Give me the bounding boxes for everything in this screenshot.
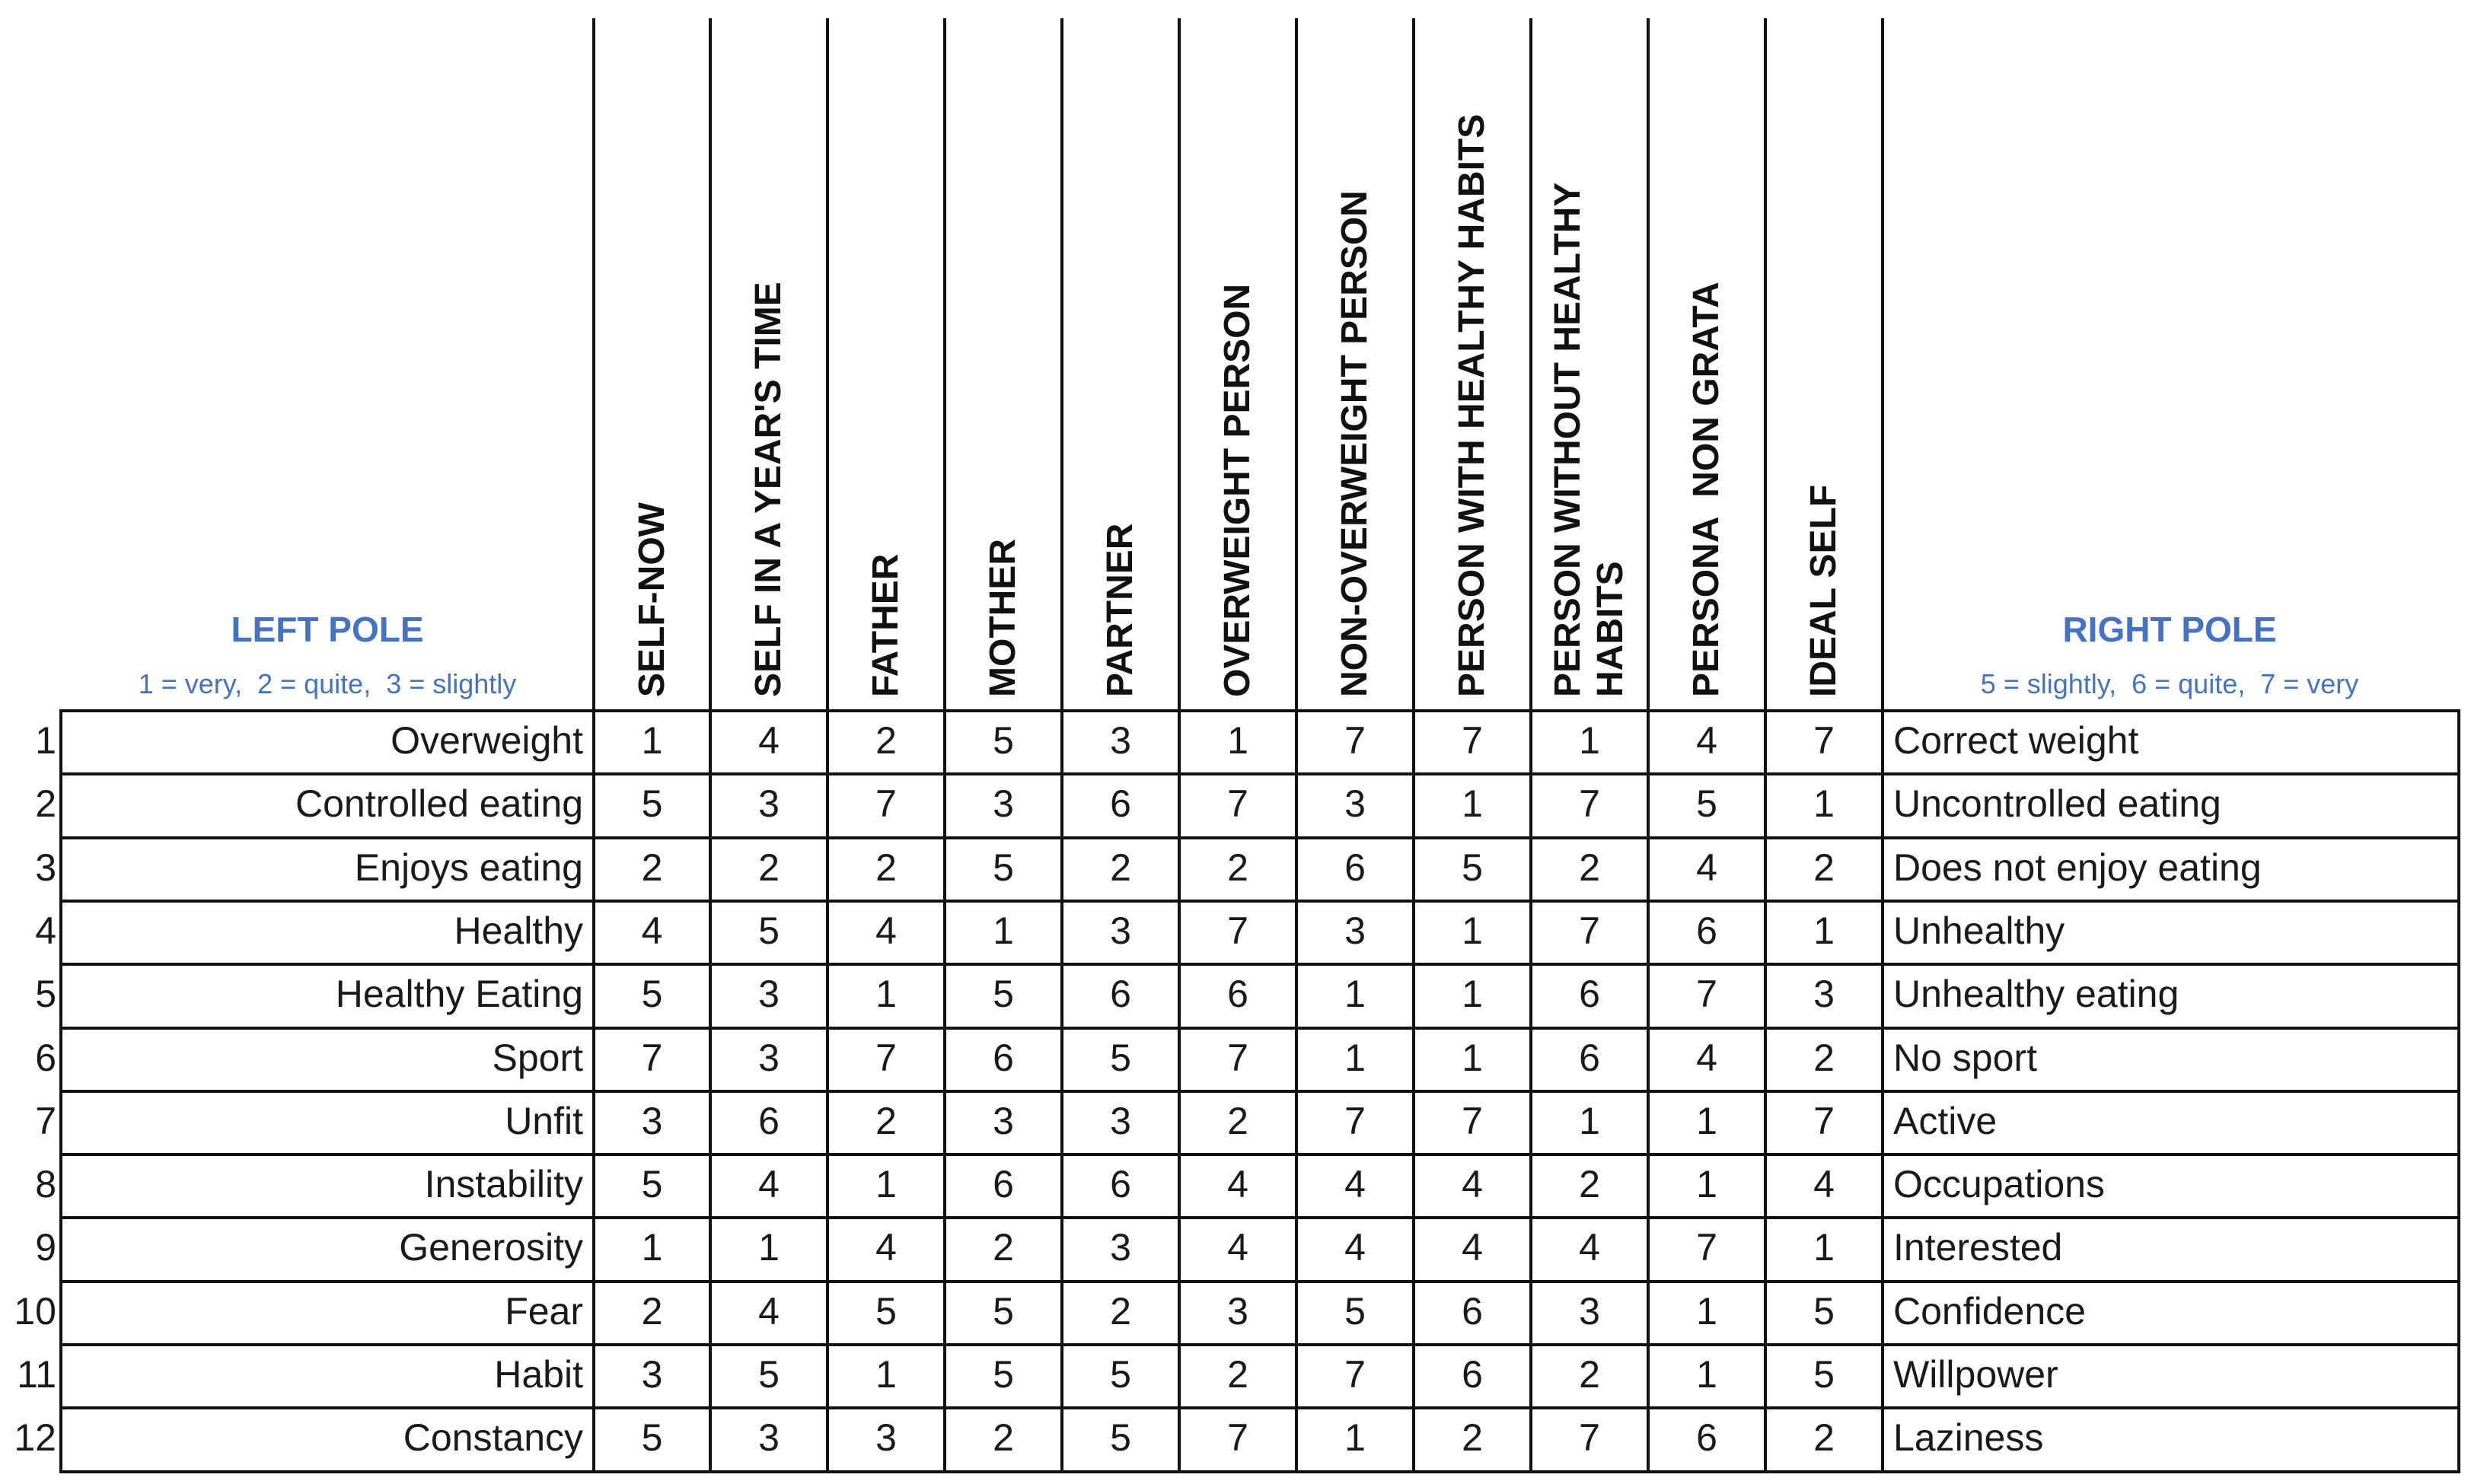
rating-cell: 5 (641, 1163, 663, 1206)
left-pole-construct: Sport (492, 1036, 583, 1079)
left-pole-construct: Constancy (403, 1416, 583, 1460)
rating-cell: 3 (1110, 1099, 1131, 1142)
rating-cell: 3 (993, 1099, 1014, 1142)
right-pole-construct: Laziness (1893, 1416, 2044, 1460)
rating-cell: 7 (1579, 1416, 1600, 1460)
rating-cell: 3 (758, 1416, 780, 1460)
left-pole-construct: Controlled eating (295, 782, 583, 826)
right-pole-title: RIGHT POLE (2062, 610, 2277, 649)
rating-cell: 7 (1462, 719, 1483, 762)
left-pole-construct: Enjoys eating (354, 845, 583, 889)
rating-cell: 4 (1227, 1226, 1248, 1269)
rating-cell: 1 (1462, 1036, 1483, 1079)
rating-cell: 5 (1813, 1289, 1835, 1333)
rating-cell: 1 (1813, 909, 1835, 952)
rating-cell: 6 (1227, 973, 1248, 1016)
rating-cell: 3 (1110, 1226, 1131, 1269)
rating-cell: 7 (1344, 1353, 1366, 1396)
rating-cell: 5 (641, 1416, 663, 1460)
row-number: 11 (17, 1353, 56, 1396)
left-pole-construct: Healthy Eating (335, 973, 583, 1016)
rating-cell: 2 (1579, 1353, 1600, 1396)
right-pole-construct: Interested (1893, 1226, 2063, 1269)
rating-cell: 1 (1813, 782, 1835, 826)
row-number: 10 (14, 1289, 56, 1333)
rating-cell: 5 (641, 973, 663, 1016)
rating-cell: 4 (1579, 1226, 1600, 1269)
left-pole-construct: Generosity (399, 1226, 583, 1269)
rating-cell: 6 (1344, 845, 1366, 889)
row-divider (61, 1216, 2459, 1219)
column-header (710, 18, 827, 708)
rating-cell: 1 (1462, 782, 1483, 826)
rating-cell: 2 (1813, 1036, 1835, 1079)
column-header-label: PERSONA NON GRATA (1686, 282, 1727, 697)
rating-cell: 1 (1462, 909, 1483, 952)
rating-cell: 3 (1110, 719, 1131, 762)
row-number: 5 (35, 973, 56, 1016)
rating-cell: 7 (641, 1036, 663, 1079)
row-number: 12 (14, 1416, 56, 1460)
row-divider (61, 1280, 2459, 1283)
rating-cell: 4 (875, 1226, 897, 1269)
rating-cell: 6 (1110, 973, 1131, 1016)
row-divider (61, 1406, 2459, 1409)
rating-cell: 4 (1462, 1226, 1483, 1269)
rating-cell: 1 (1344, 1416, 1366, 1460)
rating-cell: 5 (758, 1353, 780, 1396)
rating-cell: 1 (1813, 1226, 1835, 1269)
rating-cell: 5 (993, 845, 1014, 889)
right-pole-construct: Uncontrolled eating (1893, 782, 2221, 826)
rating-cell: 1 (875, 1353, 897, 1396)
rating-cell: 7 (1462, 1099, 1483, 1142)
rating-cell: 6 (1696, 909, 1717, 952)
row-number: 7 (35, 1099, 56, 1142)
row-divider (61, 1470, 2459, 1473)
column-header (1296, 18, 1414, 708)
rating-cell: 4 (758, 719, 780, 762)
rating-cell: 6 (1462, 1289, 1483, 1333)
rating-cell: 6 (758, 1099, 780, 1142)
row-divider (61, 1027, 2459, 1030)
rating-cell: 3 (1344, 909, 1366, 952)
rating-cell: 5 (1696, 782, 1717, 826)
rating-cell: 4 (758, 1163, 780, 1206)
rating-cell: 2 (875, 1099, 897, 1142)
rating-cell: 7 (1227, 782, 1248, 826)
column-header-label: PARTNER (1100, 523, 1140, 697)
left-pole-construct: Fear (505, 1289, 583, 1333)
row-number: 6 (35, 1036, 56, 1079)
column-header (1765, 18, 1883, 708)
column-header-label: SELF-NOW (631, 502, 672, 697)
column-header (1062, 18, 1179, 708)
rating-cell: 1 (875, 1163, 897, 1206)
rating-cell: 7 (1579, 782, 1600, 826)
column-header (1414, 18, 1531, 708)
rating-cell: 4 (1696, 845, 1717, 889)
rating-cell: 6 (1696, 1416, 1717, 1460)
row-number: 8 (35, 1163, 56, 1206)
rating-cell: 5 (993, 1289, 1014, 1333)
rating-cell: 7 (875, 782, 897, 826)
column-header-label: IDEAL SELF (1803, 484, 1844, 697)
rating-cell: 3 (875, 1416, 897, 1460)
rating-cell: 1 (641, 1226, 663, 1269)
rating-cell: 1 (758, 1226, 780, 1269)
rating-cell: 2 (1227, 845, 1248, 889)
rating-cell: 1 (1344, 973, 1366, 1016)
left-pole-title: LEFT POLE (231, 610, 424, 649)
rating-cell: 6 (1110, 782, 1131, 826)
rating-cell: 4 (1696, 719, 1717, 762)
rating-cell: 5 (1813, 1353, 1835, 1396)
rating-cell: 2 (1110, 1289, 1131, 1333)
rating-cell: 2 (993, 1226, 1014, 1269)
rating-cell: 7 (1813, 719, 1835, 762)
rating-cell: 6 (993, 1163, 1014, 1206)
rating-cell: 1 (1579, 719, 1600, 762)
column-header (1179, 18, 1296, 708)
rating-cell: 3 (1344, 782, 1366, 826)
rating-cell: 1 (1696, 1353, 1717, 1396)
rating-cell: 5 (1110, 1036, 1131, 1079)
row-divider (61, 1153, 2459, 1156)
rating-cell: 7 (1696, 973, 1717, 1016)
rating-cell: 6 (1579, 1036, 1600, 1079)
rating-cell: 5 (1344, 1289, 1366, 1333)
row-number: 3 (35, 845, 56, 889)
rating-cell: 4 (1344, 1226, 1366, 1269)
left-pole-construct: Unfit (505, 1099, 583, 1142)
right-pole-construct: Confidence (1893, 1289, 2086, 1333)
rating-cell: 1 (1579, 1099, 1600, 1142)
rating-cell: 5 (758, 909, 780, 952)
right-pole-construct: Active (1893, 1099, 1998, 1142)
row-divider (61, 836, 2459, 839)
rating-cell: 4 (1462, 1163, 1483, 1206)
rating-cell: 2 (641, 845, 663, 889)
rating-cell: 5 (1462, 845, 1483, 889)
row-divider (61, 1090, 2459, 1093)
rating-cell: 7 (1579, 909, 1600, 952)
row-divider (61, 1343, 2459, 1346)
row-number: 1 (35, 719, 56, 762)
rating-cell: 4 (1344, 1163, 1366, 1206)
left-pole-construct: Instability (424, 1163, 583, 1206)
right-pole-construct: Occupations (1893, 1163, 2105, 1206)
rating-cell: 3 (758, 782, 780, 826)
rating-cell: 7 (1344, 1099, 1366, 1142)
right-pole-construct: Does not enjoy eating (1893, 845, 2262, 889)
rating-cell: 3 (641, 1099, 663, 1142)
rating-cell: 1 (993, 909, 1014, 952)
rating-cell: 7 (1227, 1036, 1248, 1079)
rating-cell: 3 (641, 1353, 663, 1396)
rating-cell: 2 (641, 1289, 663, 1333)
row-divider (61, 772, 2459, 775)
rating-cell: 4 (1227, 1163, 1248, 1206)
column-header (827, 18, 945, 708)
rating-cell: 5 (875, 1289, 897, 1333)
left-pole-scale: 1 = very, 2 = quite, 3 = slightly (138, 668, 517, 699)
rating-cell: 1 (1696, 1099, 1717, 1142)
rating-cell: 2 (1813, 1416, 1835, 1460)
rating-cell: 5 (993, 1353, 1014, 1396)
column-header (945, 18, 1062, 708)
rating-cell: 1 (1696, 1163, 1717, 1206)
rating-cell: 7 (1227, 1416, 1248, 1460)
rating-cell: 1 (641, 719, 663, 762)
rating-cell: 1 (1227, 719, 1248, 762)
rating-cell: 1 (875, 973, 897, 1016)
rating-cell: 4 (641, 909, 663, 952)
right-pole-construct: Unhealthy (1893, 909, 2065, 952)
rating-cell: 1 (1696, 1289, 1717, 1333)
rating-cell: 3 (758, 973, 780, 1016)
rating-cell: 3 (1227, 1289, 1248, 1333)
right-pole-construct: Correct weight (1893, 719, 2139, 762)
left-pole-construct: Overweight (391, 719, 583, 762)
column-header-label: PERSON WITH HEALTHY HABITS (1452, 113, 1492, 697)
rating-cell: 6 (1110, 1163, 1131, 1206)
right-pole-construct: Unhealthy eating (1893, 973, 2179, 1016)
rating-cell: 7 (1227, 909, 1248, 952)
rating-cell: 7 (1696, 1226, 1717, 1269)
rating-cell: 2 (1579, 845, 1600, 889)
rating-cell: 6 (1579, 973, 1600, 1016)
rating-cell: 2 (1227, 1353, 1248, 1396)
rating-cell: 2 (875, 719, 897, 762)
column-header (594, 18, 710, 708)
row-number: 2 (35, 782, 56, 826)
left-pole-construct: Healthy (454, 909, 583, 952)
rating-cell: 1 (1344, 1036, 1366, 1079)
rating-cell: 2 (875, 845, 897, 889)
rating-cell: 3 (1813, 973, 1835, 1016)
row-number: 4 (35, 909, 56, 952)
rating-cell: 1 (1462, 973, 1483, 1016)
right-pole-construct: Willpower (1893, 1353, 2058, 1396)
column-header (1648, 18, 1765, 708)
row-divider (61, 963, 2459, 966)
rating-cell: 3 (1110, 909, 1131, 952)
column-header-label: MOTHER (983, 539, 1023, 697)
column-header (1531, 18, 1648, 708)
rating-cell: 7 (1813, 1099, 1835, 1142)
rating-cell: 4 (1813, 1163, 1835, 1206)
column-header-label: OVERWEIGHT PERSON (1217, 283, 1258, 697)
column-header-label: PERSON WITHOUT HEALTHY HABITS (1548, 182, 1631, 697)
rating-cell: 2 (1579, 1163, 1600, 1206)
left-pole-construct: Habit (494, 1353, 583, 1396)
rating-cell: 2 (993, 1416, 1014, 1460)
rating-cell: 3 (758, 1036, 780, 1079)
rating-cell: 2 (1462, 1416, 1483, 1460)
rating-cell: 3 (1579, 1289, 1600, 1333)
row-divider (61, 900, 2459, 903)
rating-cell: 5 (993, 973, 1014, 1016)
column-header-label: FATHER (866, 553, 906, 697)
rating-cell: 6 (1462, 1353, 1483, 1396)
right-pole-scale: 5 = slightly, 6 = quite, 7 = very (1980, 668, 2359, 699)
column-header-label: NON-OVERWEIGHT PERSON (1334, 190, 1375, 697)
rating-cell: 2 (1227, 1099, 1248, 1142)
row-number: 9 (35, 1226, 56, 1269)
row-divider (61, 709, 2459, 712)
rating-cell: 5 (641, 782, 663, 826)
rating-cell: 7 (875, 1036, 897, 1079)
rating-cell: 4 (1696, 1036, 1717, 1079)
rating-cell: 2 (758, 845, 780, 889)
rating-cell: 4 (758, 1289, 780, 1333)
rating-cell: 5 (1110, 1416, 1131, 1460)
column-header-label: SELF IN A YEAR'S TIME (748, 282, 789, 697)
right-pole-construct: No sport (1893, 1036, 2037, 1079)
rating-cell: 3 (993, 782, 1014, 826)
rating-cell: 5 (993, 719, 1014, 762)
rating-cell: 4 (875, 909, 897, 952)
rating-cell: 7 (1344, 719, 1366, 762)
rating-cell: 2 (1110, 845, 1131, 889)
rating-cell: 5 (1110, 1353, 1131, 1396)
rating-cell: 6 (993, 1036, 1014, 1079)
rating-cell: 2 (1813, 845, 1835, 889)
